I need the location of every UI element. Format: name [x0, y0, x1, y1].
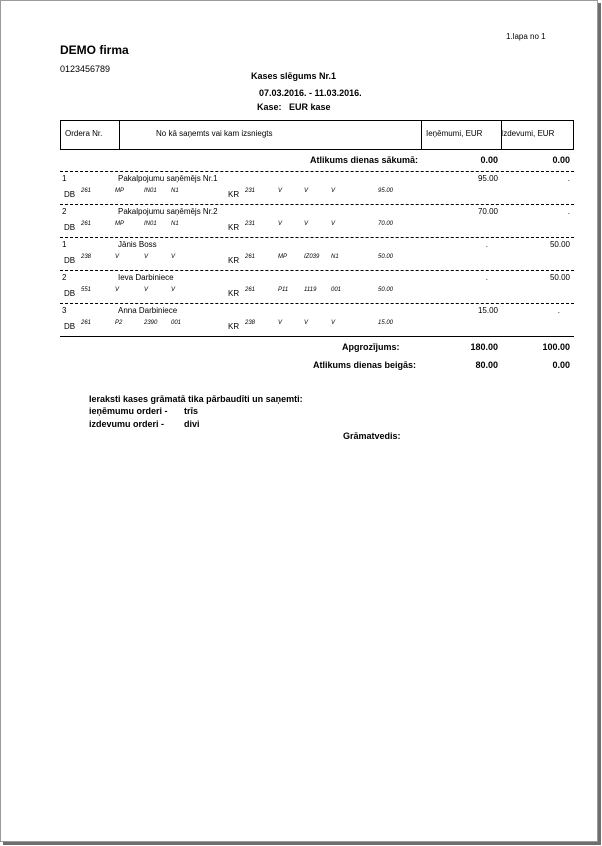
row-kr-label: KR	[228, 322, 240, 331]
row-db-account: 551	[81, 287, 92, 293]
row-amount: 70.00	[378, 221, 394, 227]
row-party: Ieva Darbiniece	[118, 273, 174, 282]
header-cell-income	[421, 121, 502, 149]
opening-income: 0.00	[480, 155, 498, 165]
accountant-label: Grāmatvedis:	[343, 431, 401, 441]
row-kr-label: KR	[228, 256, 240, 265]
row-kr-code2: V	[304, 221, 309, 227]
row-db-label: DB	[64, 223, 76, 232]
row-db-code2: IN01	[144, 221, 157, 227]
row-order: 2	[62, 273, 67, 282]
row-divider	[60, 270, 574, 271]
row-kr-code3: V	[331, 320, 336, 326]
row-db-code1: V	[115, 254, 120, 260]
row-party: Jānis Boss	[118, 240, 157, 249]
row-order: 1	[62, 174, 67, 183]
expense-orders-label: izdevumu orderi -	[89, 419, 165, 429]
row-db-label: DB	[64, 256, 76, 265]
header-expense: Izdevumi, EUR	[501, 129, 555, 138]
row-income: 15.00	[477, 306, 498, 315]
row-db-account: 238	[81, 254, 92, 260]
row-expense: 50.00	[549, 240, 570, 249]
table-header	[60, 120, 574, 150]
row-income: 70.00	[477, 207, 498, 216]
header-order-no: Ordera Nr.	[65, 129, 103, 138]
row-income: .	[485, 240, 488, 249]
row-amount: 50.00	[378, 287, 394, 293]
row-kr-account: 261	[245, 254, 256, 260]
row-expense: 50.00	[549, 273, 570, 282]
row-kr-code1: V	[278, 188, 283, 194]
opening-expense: 0.00	[552, 155, 570, 165]
opening-label: Atlikums dienas sākumā:	[310, 155, 419, 165]
row-db-code1: MP	[115, 221, 124, 227]
row-party: Anna Darbiniece	[118, 306, 178, 315]
row-db-code3: N1	[171, 188, 179, 194]
row-kr-code2: IZ039	[304, 254, 320, 260]
cash-value: EUR kase	[289, 102, 331, 112]
row-order: 2	[62, 207, 67, 216]
row-amount: 95.00	[378, 188, 394, 194]
row-db-account: 261	[81, 320, 92, 326]
row-expense: .	[557, 306, 560, 315]
row-divider	[60, 204, 574, 205]
row-kr-label: KR	[228, 190, 240, 199]
header-party: No kā saņemts vai kam izsniegts	[156, 129, 273, 138]
row-party: Pakalpojumu saņēmējs Nr.2	[118, 207, 218, 216]
row-expense: .	[567, 207, 570, 216]
row-kr-account: 231	[245, 188, 256, 194]
row-db-label: DB	[64, 289, 76, 298]
row-amount: 15.00	[378, 320, 394, 326]
header-cell-party	[119, 121, 422, 149]
totals-divider	[60, 336, 574, 337]
row-db-account: 261	[81, 221, 92, 227]
verification-note: Ieraksti kases grāmatā tika pārbaudīti un saņemti:	[89, 394, 303, 404]
turnover-label: Apgrozījums:	[342, 342, 400, 352]
row-kr-code2: V	[304, 188, 309, 194]
row-party: Pakalpojumu saņēmējs Nr.1	[118, 174, 218, 183]
row-kr-code3: V	[331, 221, 336, 227]
row-income: .	[485, 273, 488, 282]
row-amount: 50.00	[378, 254, 394, 260]
row-db-code1: P2	[115, 320, 123, 326]
row-kr-code1: V	[278, 221, 283, 227]
report-title: Kases slēgums Nr.1	[251, 71, 337, 81]
row-db-code1: MP	[115, 188, 124, 194]
row-kr-code1: P11	[278, 287, 289, 293]
row-db-code2: V	[144, 254, 149, 260]
turnover-income: 180.00	[470, 342, 498, 352]
closing-income: 80.00	[475, 360, 498, 370]
header-cell-order	[61, 121, 120, 149]
row-db-code3: N1	[171, 221, 179, 227]
row-divider	[60, 237, 574, 238]
row-db-code2: V	[144, 287, 149, 293]
cash-label: Kase:	[257, 102, 282, 112]
row-kr-account: 238	[245, 320, 256, 326]
income-orders-label: ieņēmumu orderi -	[89, 406, 168, 416]
row-income: 95.00	[477, 174, 498, 183]
income-orders-value: trīs	[184, 406, 199, 416]
row-db-code2: IN01	[144, 188, 157, 194]
row-db-label: DB	[64, 190, 76, 199]
row-kr-code1: V	[278, 320, 283, 326]
row-db-label: DB	[64, 322, 76, 331]
row-divider	[60, 171, 574, 172]
row-kr-label: KR	[228, 289, 240, 298]
row-kr-code3: V	[331, 188, 336, 194]
registration-number: 0123456789	[60, 64, 111, 74]
row-kr-account: 231	[245, 221, 256, 227]
closing-label: Atlikums dienas beigās:	[313, 360, 417, 370]
turnover-expense: 100.00	[542, 342, 570, 352]
row-kr-code2: 1119	[304, 287, 317, 293]
row-db-code2: 2390	[144, 320, 158, 326]
closing-expense: 0.00	[552, 360, 570, 370]
row-divider	[60, 303, 574, 304]
row-db-code3: V	[171, 254, 176, 260]
row-order: 1	[62, 240, 67, 249]
company-name: DEMO firma	[60, 43, 129, 57]
expense-orders-value: divi	[184, 419, 200, 429]
row-kr-code3: 001	[331, 287, 342, 293]
row-db-code1: V	[115, 287, 120, 293]
row-kr-label: KR	[228, 223, 240, 232]
report-period: 07.03.2016. - 11.03.2016.	[259, 88, 362, 98]
page-number: 1.lapa no 1	[506, 32, 546, 41]
row-db-account: 261	[81, 188, 92, 194]
row-order: 3	[62, 306, 67, 315]
cash-register	[257, 102, 331, 112]
header-income: Ieņēmumi, EUR	[426, 129, 483, 138]
row-expense: .	[567, 174, 570, 183]
row-kr-account: 261	[245, 287, 256, 293]
row-kr-code2: V	[304, 320, 309, 326]
row-db-code3: V	[171, 287, 176, 293]
row-kr-code1: MP	[278, 254, 287, 260]
row-db-code3: 001	[171, 320, 182, 326]
row-kr-code3: N1	[331, 254, 339, 260]
